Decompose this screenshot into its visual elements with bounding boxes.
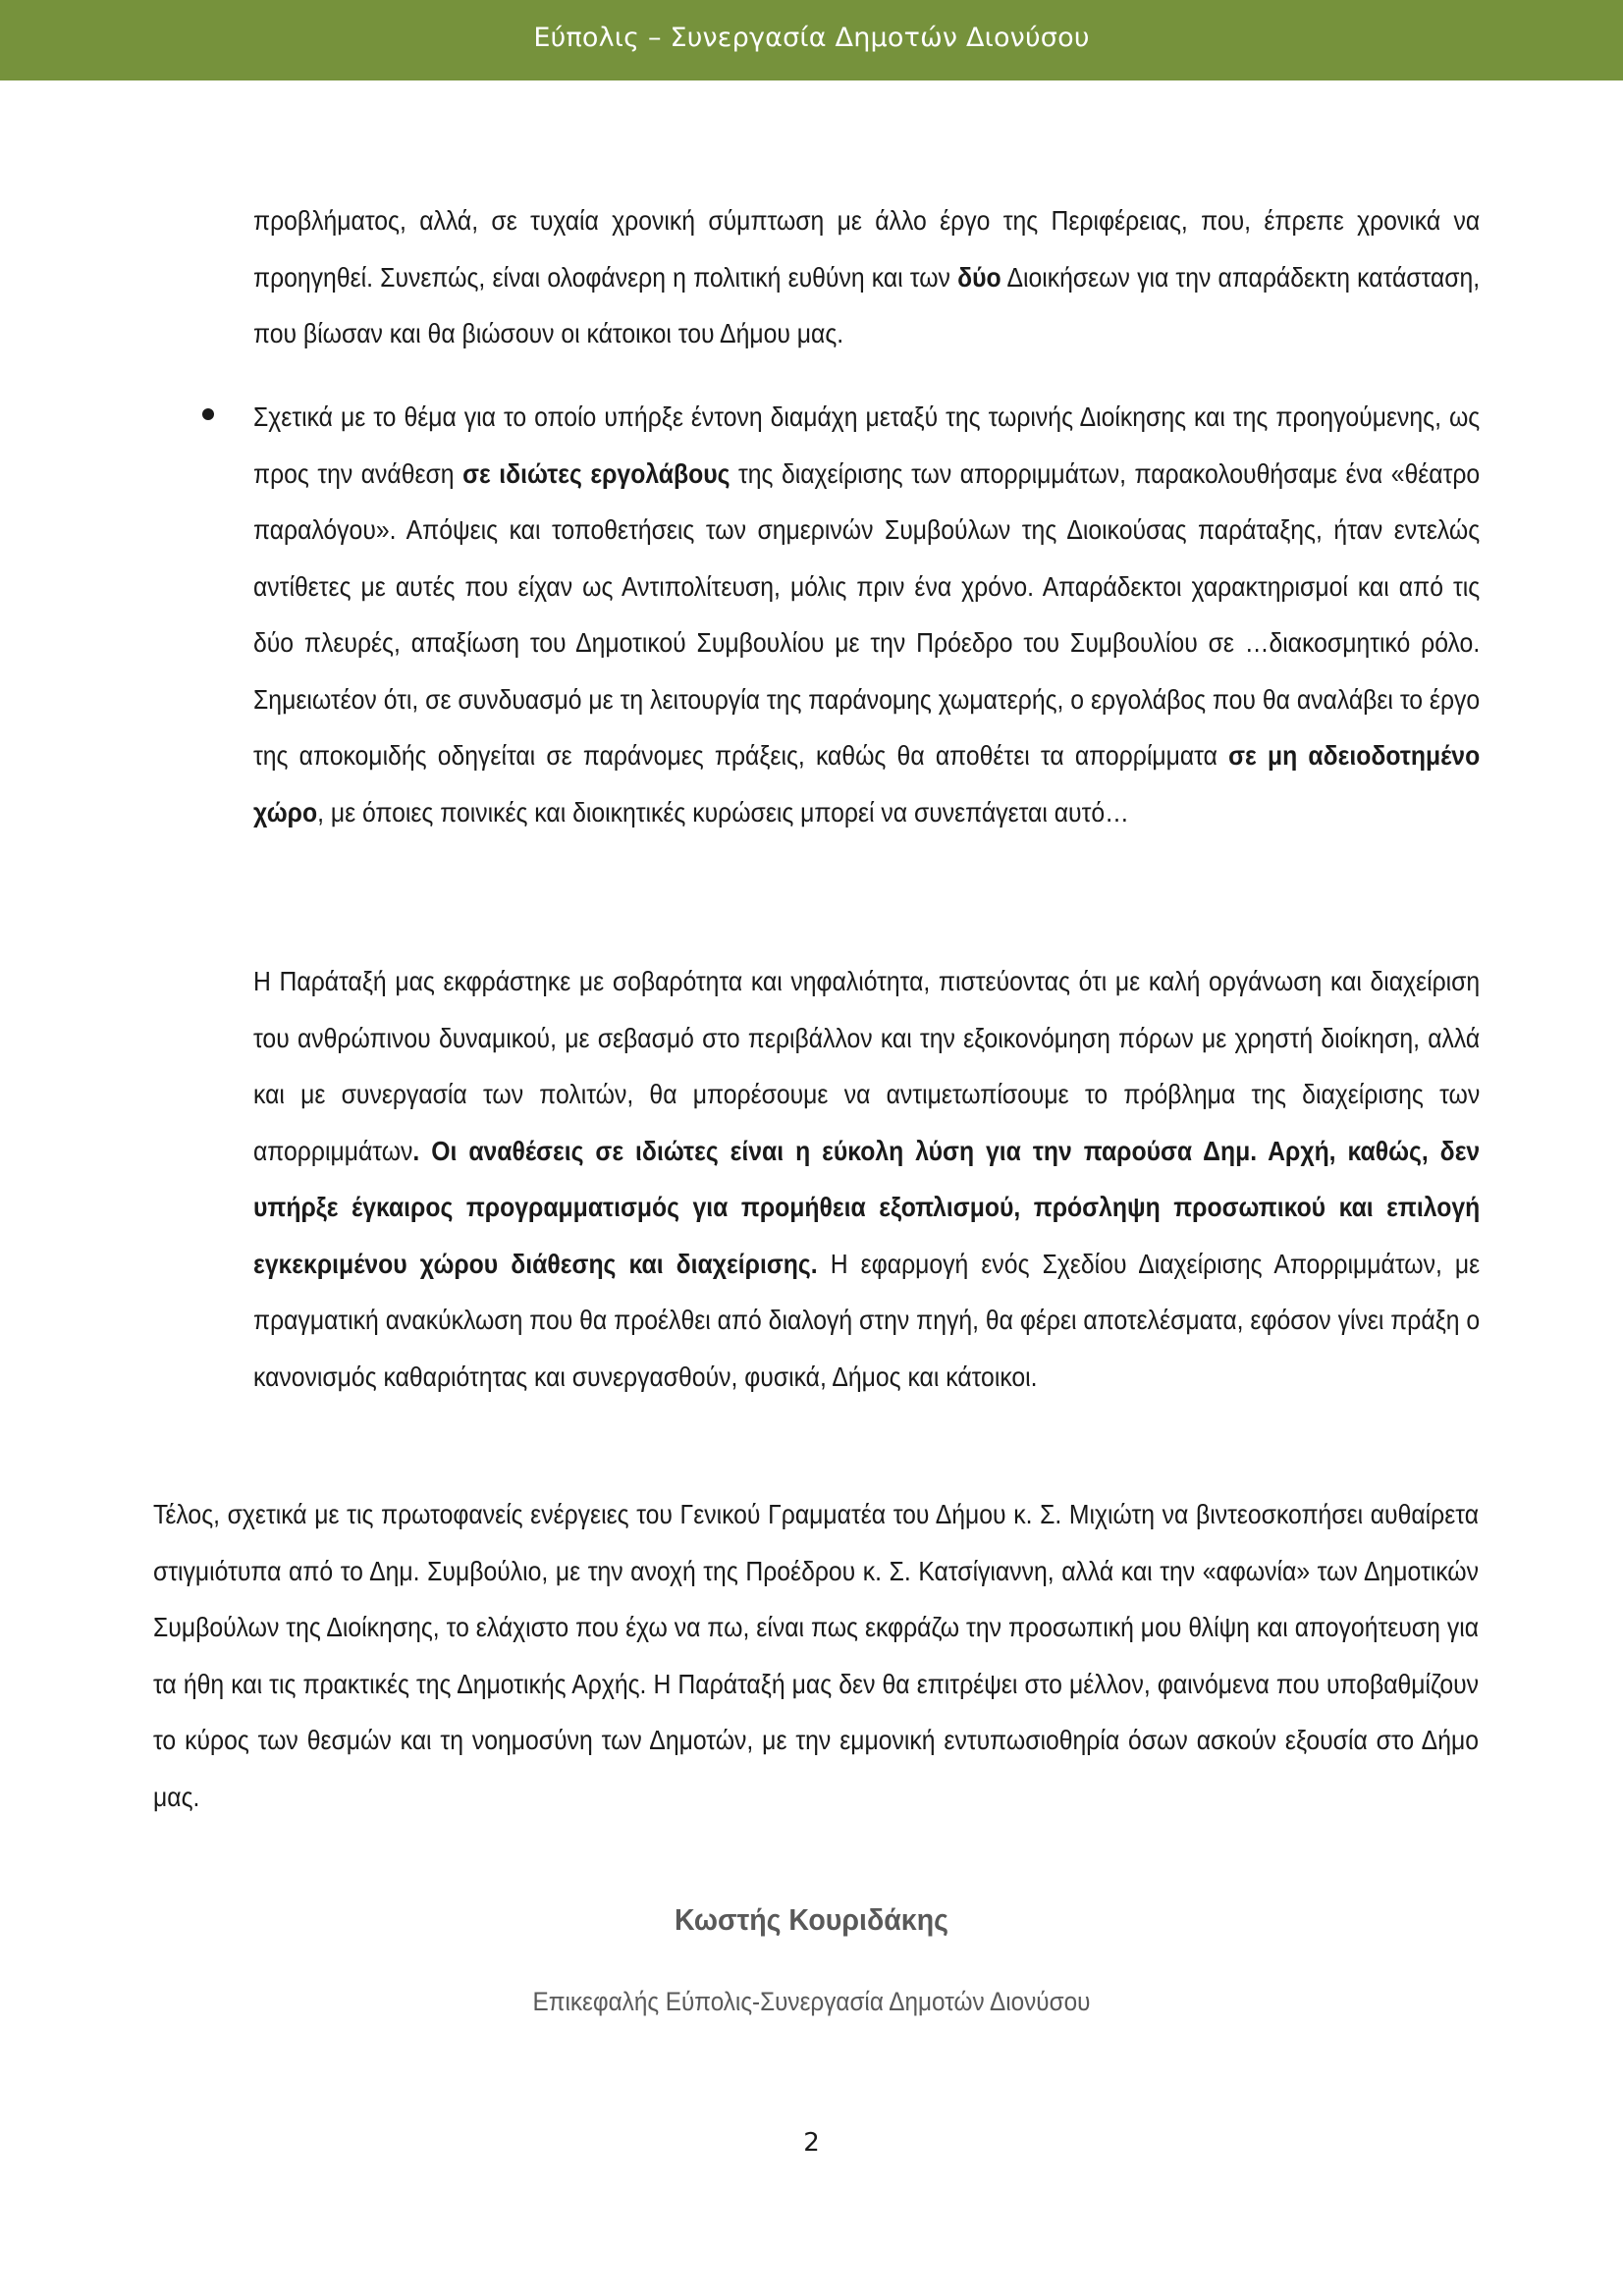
text-run: Διοικήσεων για την απαράδεκτη κατάσταση, που βίωσαν και θα βιώσουν οι κάτοικοι του Δήμου μας. [253, 261, 1481, 348]
signature-name: Κωστής Κουριδάκης [674, 1902, 948, 1937]
bold-text-run: . Οι αναθέσεις σε ιδιώτες είναι η εύκολη λύση για την παρούσα Δημ. Αρχή, καθώς, δεν υπήρξε έγκαιρος προγραμματισμός για προμήθεια εξοπλισμού, πρόσληψη προσωπικού και επιλογή εγκεκριμένου χώρου διάθεσης και διαχείρισης. [253, 1135, 1481, 1279]
text-run: Η εφαρμογή ενός Σχεδίου Διαχείρισης Απορριμμάτων, με πραγματική ανακύκλωση που θα προέλθει από διαλογή στην πηγή, θα φέρει αποτελέσματα, εφόσον γίνει πράξη ο κανονισμός καθαριότητας και συνεργασθούν, φυσικά, Δήμος και κάτοικοι. [253, 1248, 1481, 1392]
bullet-icon [202, 408, 214, 420]
bullet-paragraph [253, 389, 1480, 840]
signature-role: Επικεφαλής Εύπολις-Συνεργασία Δημοτών Διονύσου [532, 1987, 1091, 2016]
paragraph-continuation [253, 192, 1480, 362]
bold-text-run: δύο [957, 261, 1001, 293]
bold-text-run: σε ιδιώτες εργολάβους [462, 457, 730, 489]
closing-paragraph [153, 1486, 1479, 1825]
header-title: Εύπολις – Συνεργασία Δημοτών Διονύσου [533, 22, 1090, 53]
page-header-band [0, 0, 1623, 80]
text-run: της διαχείρισης των απορριμμάτων, παρακολουθήσαμε ένα «θέατρο παραλόγου». Απόψεις και τοποθετήσεις των σημερινών Συμβούλων της Διοικούσας παράταξης, ήταν εντελώς αντίθετες με αυτές που είχαν ως Αντιπολίτευση, μόλις πριν ένα χρόνο. Απαράδεκτοι χαρακτηρισμοί και από τις δύο πλευρές, απαξίωση του Δημοτικού Συμβουλίου με την Πρόεδρο του Συμβουλίου σε …διακοσμητικό ρόλο. Σημειωτέον ότι, σε συνδυασμό με τη λειτουργία της παράνομης χωματερής, ο εργολάβος που θα αναλάβει το έργο της αποκομιδής οδηγείται σε παράνομες πράξεις, καθώς θα αποθέτει τα απορρίμματα [253, 457, 1481, 771]
bold-text-run: σε μη αδειοδοτημένο χώρο [253, 740, 1481, 828]
indented-paragraph [253, 953, 1480, 1405]
text-run: Σχετικά με το θέμα για το οποίο υπήρξε έντονη διαμάχη μεταξύ της τωρινής Διοίκησης και της προηγούμενης, ως προς την ανάθεση [253, 401, 1481, 489]
text-run: , με όποιες ποινικές και διοικητικές κυρώσεις μπορεί να συνεπάγεται αυτό… [317, 796, 1129, 828]
text-run: Η Παράταξή μας εκφράστηκε με σοβαρότητα και νηφαλιότητα, πιστεύοντας ότι με καλή οργάνωση και διαχείριση του ανθρώπινου δυναμικού, με σεβασμό στο περιβάλλον και την εξοικονόμηση πόρων με χρηστή διοίκηση, αλλά και με συνεργασία των πολιτών, θα μπορέσουμε να αντιμετωπίσουμε το πρόβλημα της διαχείρισης των απορριμμάτων [253, 966, 1481, 1166]
page-number: 2 [803, 2128, 820, 2158]
text-run: προβλήματος, αλλά, σε τυχαία χρονική σύμπτωση με άλλο έργο της Περιφέρειας, που, έπρεπε χρονικά να προηγηθεί. Συνεπώς, είναι ολοφάνερη η πολιτική ευθύνη και των [253, 205, 1481, 293]
text-run: Τέλος, σχετικά με τις πρωτοφανείς ενέργειες του Γενικού Γραμματέα του Δήμου κ. Σ. Μιχιώτη να βιντεοσκοπήσει αυθαίρετα στιγμιότυπα από το Δημ. Συμβούλιο, με την ανοχή της Προέδρου κ. Σ. Κατσίγιαννη, αλλά και την «αφωνία» των Δημοτικών Συμβούλων της Διοίκησης, το ελάχιστο που έχω να πω, είναι πως εκφράζω την προσωπική μου θλίψη και απογοήτευση για τα ήθη και τις πρακτικές της Δημοτικής Αρχής. Η Παράταξή μας δεν θα επιτρέψει στο μέλλον, φαινόμενα που υποβαθμίζουν το κύρος των θεσμών και τη νοημοσύνη των Δημοτών, με την εμμονική εντυπωσιοθηρία όσων ασκούν εξουσία στο Δήμο μας. [153, 1499, 1479, 1812]
